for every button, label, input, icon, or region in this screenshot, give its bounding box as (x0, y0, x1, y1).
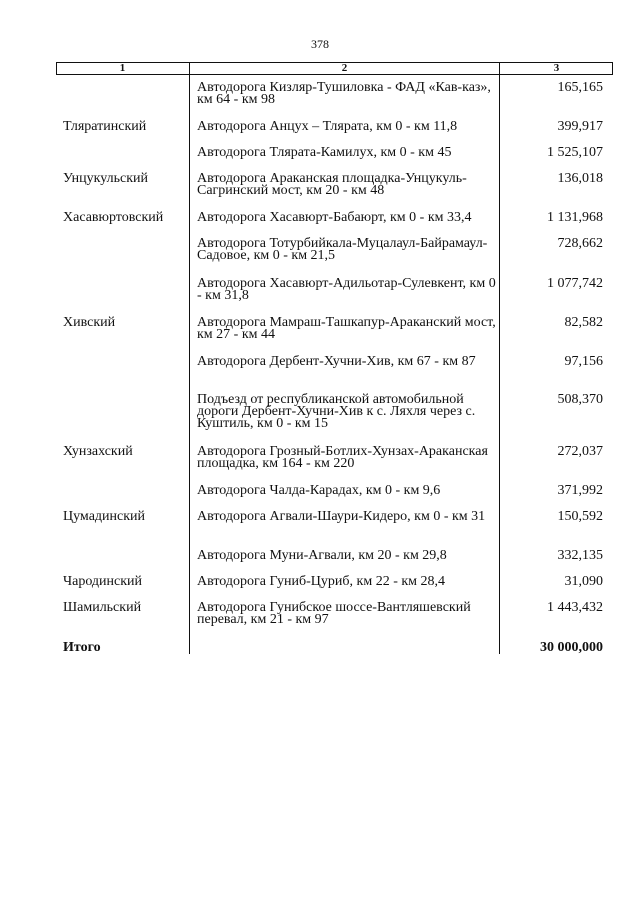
road-cell: Автодорога Хасавюрт-Бабаюрт, км 0 - км 33,4 (197, 210, 472, 225)
value-cell: 97,156 (564, 354, 603, 369)
road-cell: Автодорога Хасавюрт-Адильотар-Сулевкент, км 0 - км 31,8 (197, 276, 496, 303)
road-cell: Автодорога Дербент-Хучни-Хив, км 67 - км 87 (197, 354, 476, 369)
header-col-3: 3 (553, 62, 560, 74)
road-cell: Автодорога Агвали-Шаури-Кидеро, км 0 - км 31 (197, 509, 486, 524)
road-cell: Автодорога Гуниб-Цуриб, км 22 - км 28,4 (197, 574, 446, 589)
column-divider-2 (499, 62, 500, 654)
road-cell: Автодорога Тлярата-Камилух, км 0 - км 45 (197, 145, 452, 160)
value-cell: 1 131,968 (547, 210, 603, 225)
value-cell: 82,582 (564, 315, 603, 330)
road-cell: Автодорога Чалда-Карадах, км 0 - км 9,6 (197, 483, 441, 498)
header-col-1: 1 (119, 62, 126, 74)
district-cell: Хасавюртовский (63, 210, 164, 225)
value-cell: 1 443,432 (547, 600, 603, 615)
value-cell: 165,165 (557, 80, 603, 95)
value-cell: 371,992 (557, 483, 603, 498)
value-cell: 332,135 (557, 548, 603, 563)
road-cell: Автодорога Гунибское шоссе-Вантляшевский перевал, км 21 - км 97 (197, 600, 471, 627)
road-cell: Автодорога Грозный-Ботлих-Хунзах-Араканская площадка, км 164 - км 220 (197, 444, 488, 471)
road-cell: Автодорога Кизляр-Тушиловка - ФАД «Кав-каз», км 64 - км 98 (197, 80, 491, 107)
district-cell: Хивский (63, 315, 116, 330)
district-cell: Унцукульский (63, 171, 149, 186)
district-cell: Чародинский (63, 574, 143, 589)
district-cell: Шамильский (63, 600, 142, 615)
road-cell: Автодорога Муни-Агвали, км 20 - км 29,8 (197, 548, 447, 563)
value-cell: 136,018 (557, 171, 603, 186)
value-cell: 272,037 (557, 444, 603, 459)
district-cell: Тляратинский (63, 119, 147, 134)
value-cell: 728,662 (557, 236, 603, 251)
value-cell: 1 525,107 (547, 145, 603, 160)
value-cell: 31,090 (564, 574, 603, 589)
road-cell: Автодорога Араканская площадка-Унцукуль-Сагринский мост, км 20 - км 48 (197, 171, 467, 198)
page-number: 378 (311, 37, 329, 51)
district-cell: Цумадинский (63, 509, 146, 524)
total-label: Итого (63, 640, 101, 655)
road-cell: Автодорога Анцух – Тлярата, км 0 - км 11,8 (197, 119, 458, 134)
allocation-table (56, 62, 613, 654)
road-cell: Автодорога Тотурбийкала-Муцалаул-Байрамаул-Садовое, км 0 - км 21,5 (197, 236, 488, 263)
column-divider-1 (189, 62, 190, 654)
total-value: 30 000,000 (540, 640, 603, 655)
header-col-2: 2 (341, 62, 348, 74)
road-cell: Автодорога Мамраш-Ташкапур-Араканский мост, км 27 - км 44 (197, 315, 496, 342)
header-bottom-border (56, 74, 613, 75)
district-cell: Хунзахский (63, 444, 133, 459)
value-cell: 150,592 (557, 509, 603, 524)
value-cell: 1 077,742 (547, 276, 603, 291)
road-cell: Подъезд от республиканской автомобильной дороги Дербент-Хучни-Хив к с. Ляхля через с. Куштиль, км 0 - км 15 (197, 392, 476, 431)
value-cell: 508,370 (557, 392, 603, 407)
value-cell: 399,917 (557, 119, 603, 134)
